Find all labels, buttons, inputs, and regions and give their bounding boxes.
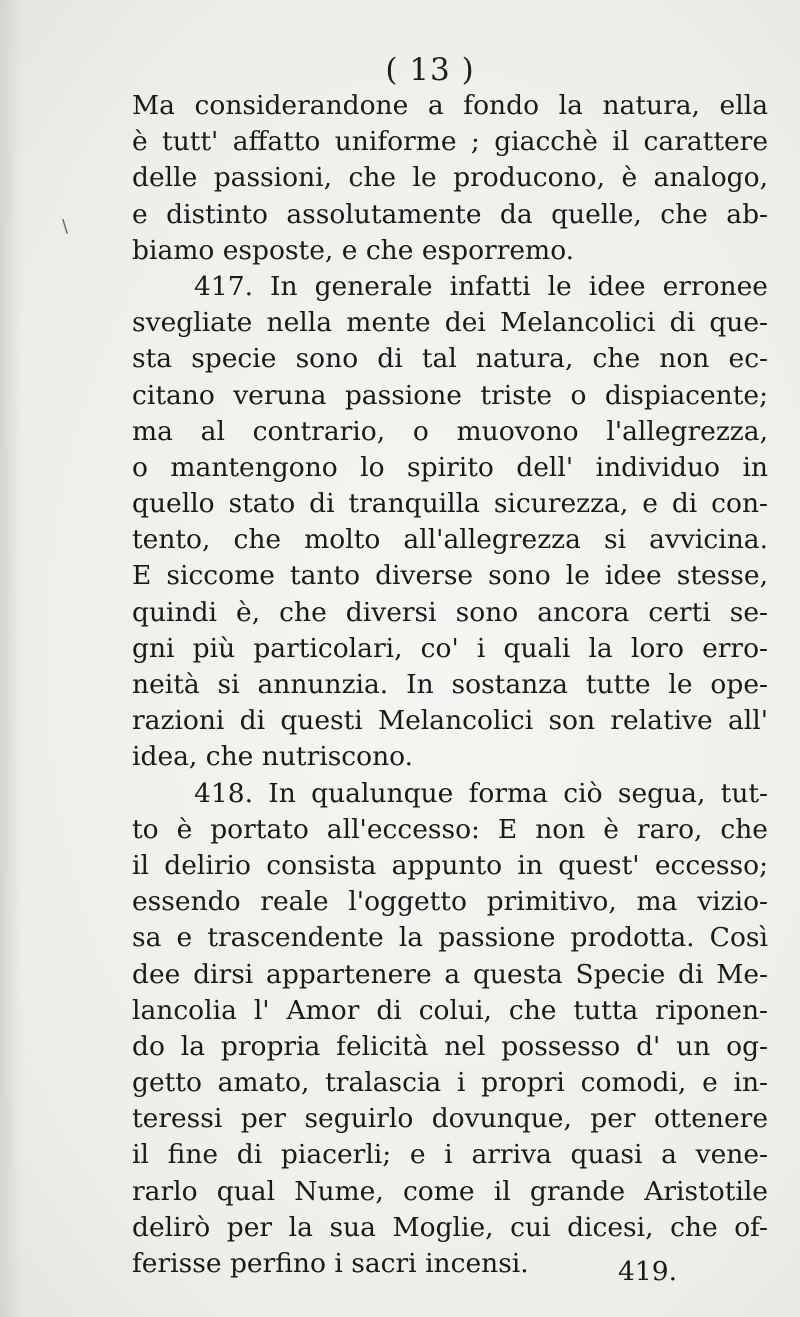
text-line: E siccome tanto diverse sono le idee stesse,	[132, 560, 768, 592]
text-line: idea, che nutriscono.	[132, 741, 414, 773]
text-line: quindi è, che diversi sono ancora certi se-	[132, 596, 768, 628]
margin-mark: \	[62, 216, 69, 237]
text-line: razioni di questi Melancolici son relative all'	[132, 705, 768, 737]
text-line: lancolia l' Amor di colui, che tutta riponen-	[132, 994, 768, 1026]
text-line: Ma considerandone a fondo la natura, ella	[132, 90, 768, 121]
text-line: o mantengono lo spirito dell' individuo in	[132, 451, 768, 483]
body-text	[132, 88, 768, 1282]
text-line: teressi per seguirlo dovunque, per ottenere	[132, 1103, 768, 1135]
text-line: svegliate nella mente dei Melancolici di que-	[132, 307, 768, 339]
catchword: 419.	[618, 1256, 678, 1287]
text-line: il fine di piacerli; e i arriva quasi a vene-	[132, 1139, 768, 1171]
page-number: ( 13 )	[385, 52, 475, 88]
text-line: do la propria felicità nel possesso d' un og-	[132, 1030, 768, 1062]
text-line: 417. In generale infatti le idee erronee	[194, 270, 768, 302]
text-line: to è portato all'eccesso: E non è raro, che	[132, 813, 768, 845]
text-line: delirò per la sua Moglie, cui dicesi, che of-	[132, 1211, 768, 1243]
text-line: il delirio consista appunto in quest' eccesso;	[132, 849, 768, 881]
text-line: tento, che molto all'allegrezza si avvicina.	[132, 524, 768, 556]
text-line: essendo reale l'oggetto primitivo, ma vizio-	[132, 886, 768, 918]
text-line: citano veruna passione triste o dispiacente;	[132, 379, 768, 411]
text-line: e distinto assolutamente da quelle, che ab-	[132, 198, 768, 230]
text-line: neità si annunzia. In sostanza tutte le ope-	[132, 669, 768, 700]
text-line: sa e trascendente la passione prodotta. Così	[132, 922, 768, 954]
text-line: quello stato di tranquilla sicurezza, e di con-	[132, 488, 768, 520]
text-line: 418. In qualunque forma ciò segua, tut-	[194, 777, 768, 809]
text-line: sta specie sono di tal natura, che non ec-	[132, 343, 768, 375]
text-line: rarlo qual Nume, come il grande Aristotile	[132, 1175, 768, 1207]
text-line: ferisse perfino i sacri incensi.	[132, 1248, 529, 1279]
text-line: biamo esposte, e che esporremo.	[132, 234, 575, 266]
text-line: ma al contrario, o muovono l'allegrezza,	[132, 415, 768, 447]
text-line: è tutt' affatto uniforme ; giacchè il carattere	[132, 126, 768, 158]
text-line: getto amato, tralascia i propri comodi, e in-	[132, 1067, 768, 1099]
text-line: delle passioni, che le producono, è analogo,	[132, 162, 768, 194]
text-line: gni più particolari, co' i quali la loro erro-	[132, 632, 768, 664]
text-line: dee dirsi appartenere a questa Specie di Me-	[132, 958, 768, 990]
page-gutter-shadow	[0, 0, 22, 1317]
